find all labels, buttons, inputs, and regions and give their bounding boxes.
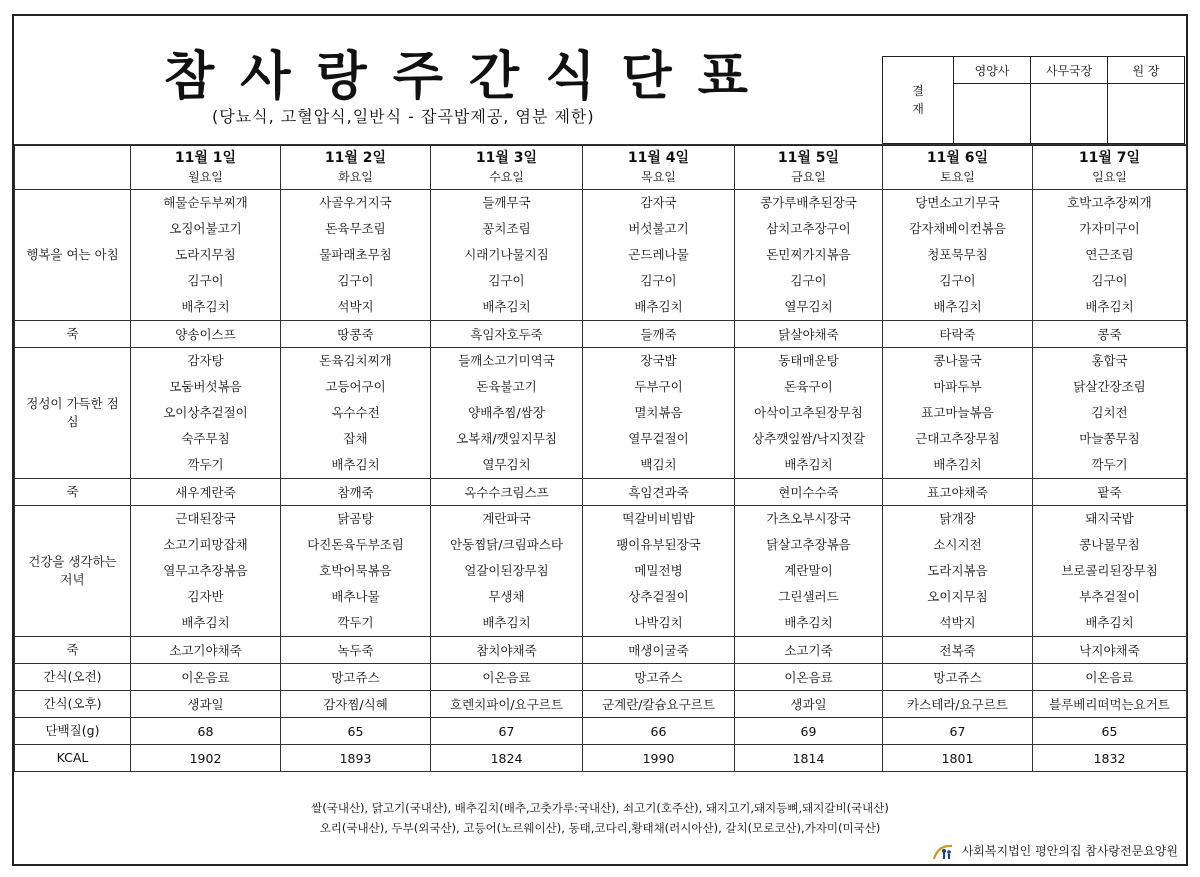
approval-role-nutritionist: 영양사 xyxy=(954,57,1031,84)
weekly-menu-table xyxy=(14,144,1187,772)
origin-line-1: 쌀(국내산), 닭고기(국내산), 배추김치(배추,고춧가루:국내산), 쇠고기(호주산), 돼지고기,돼지등뼈,돼지갈비(국내산) xyxy=(311,801,889,815)
day-of-week: 화요일 xyxy=(338,170,373,184)
menu-item: 배추김치 xyxy=(1085,299,1134,314)
meal-cell xyxy=(883,190,1033,321)
menu-cell xyxy=(281,637,431,664)
menu-cell xyxy=(281,718,431,745)
row-lunch xyxy=(15,348,1187,479)
day-date: 11월 1일 xyxy=(174,150,237,166)
meal-cell xyxy=(583,506,735,637)
menu-item: 참깨죽 xyxy=(337,485,374,500)
menu-cell xyxy=(431,745,583,772)
menu-cell xyxy=(131,745,281,772)
menu-item: 홍합국 xyxy=(1091,353,1128,368)
meal-cell xyxy=(1033,190,1187,321)
menu-item: 전복죽 xyxy=(939,643,976,658)
menu-item: 새우계란죽 xyxy=(175,485,236,500)
menu-cell xyxy=(883,479,1033,506)
row-label-text: 건강을 생각하는 저녁 xyxy=(28,554,117,587)
menu-cell xyxy=(583,745,735,772)
menu-cell xyxy=(131,718,281,745)
menu-item: 꽁치조림 xyxy=(482,221,531,236)
family-logo-icon xyxy=(932,843,958,861)
corner-cell xyxy=(15,145,131,190)
menu-cell xyxy=(431,691,583,718)
menu-item: 다진돈육두부조림 xyxy=(307,537,404,552)
menu-item: 석박지 xyxy=(337,299,374,314)
row-label-text: 죽 xyxy=(66,484,79,499)
menu-cell xyxy=(281,321,431,348)
menu-item: 숙주무침 xyxy=(181,431,230,446)
approval-box xyxy=(882,56,1185,144)
day-header-cell xyxy=(1033,145,1187,190)
row-label-text: 단백질(g) xyxy=(45,723,100,738)
menu-item: 도라지볶음 xyxy=(927,563,988,578)
menu-item: 물파래초무침 xyxy=(319,247,392,262)
menu-item: 두부구이 xyxy=(634,379,683,394)
day-of-week: 금요일 xyxy=(791,170,826,184)
menu-item: 배추김치 xyxy=(784,457,833,472)
meal-cell xyxy=(735,348,883,479)
menu-cell xyxy=(131,664,281,691)
menu-item: 옥수수전 xyxy=(331,405,380,420)
menu-cell xyxy=(735,664,883,691)
nutrition-value: 69 xyxy=(800,723,817,739)
menu-item: 김구이 xyxy=(337,273,374,288)
row-label xyxy=(15,190,131,321)
menu-item: 김구이 xyxy=(640,273,677,288)
menu-item: 멸치볶음 xyxy=(634,405,683,420)
menu-cell xyxy=(131,479,281,506)
menu-item: 생과일 xyxy=(187,697,224,712)
menu-item: 옥수수크림스프 xyxy=(464,485,549,500)
row-label xyxy=(15,718,131,745)
menu-item: 안동찜닭/크림파스타 xyxy=(450,537,563,552)
menu-item: 그린샐러드 xyxy=(778,589,839,604)
row-protein xyxy=(15,718,1187,745)
row-label xyxy=(15,637,131,664)
row-label xyxy=(15,479,131,506)
menu-item: 닭곰탕 xyxy=(337,511,374,526)
day-date: 11월 2일 xyxy=(324,150,387,166)
menu-item: 양배추찜/쌈장 xyxy=(468,405,545,420)
meal-cell xyxy=(735,190,883,321)
menu-cell xyxy=(883,321,1033,348)
menu-cell xyxy=(281,745,431,772)
menu-item: 군계란/칼슘요구르트 xyxy=(602,697,715,712)
row-label xyxy=(15,506,131,637)
approval-role-director: 원 장 xyxy=(1108,57,1185,84)
nutrition-value: 68 xyxy=(197,723,214,739)
row-label-text: 간식(오전) xyxy=(43,669,102,684)
menu-cell xyxy=(1033,664,1187,691)
menu-item: 호렌치파이/요구르트 xyxy=(450,697,563,712)
menu-item: 배추김치 xyxy=(1085,615,1134,630)
menu-item: 상추깻잎쌈/낙지젓갈 xyxy=(752,431,865,446)
menu-item: 돼지국밥 xyxy=(1085,511,1134,526)
menu-item: 타락죽 xyxy=(939,327,976,342)
menu-item: 마늘쫑무침 xyxy=(1079,431,1140,446)
menu-item: 배추김치 xyxy=(933,299,982,314)
menu-sheet xyxy=(12,14,1188,866)
menu-item: 김치전 xyxy=(1091,405,1128,420)
day-date: 11월 7일 xyxy=(1078,150,1141,166)
menu-cell xyxy=(883,718,1033,745)
menu-cell xyxy=(1033,718,1187,745)
menu-cell xyxy=(583,718,735,745)
row-label xyxy=(15,664,131,691)
menu-item: 얼갈이된장무침 xyxy=(464,563,549,578)
menu-item: 배추김치 xyxy=(784,615,833,630)
menu-item: 감자탕 xyxy=(187,353,224,368)
menu-cell xyxy=(883,637,1033,664)
menu-item: 소고기죽 xyxy=(784,643,833,658)
menu-cell xyxy=(1033,691,1187,718)
menu-item: 김구이 xyxy=(939,273,976,288)
menu-cell xyxy=(431,321,583,348)
menu-item: 닭살야채죽 xyxy=(778,327,839,342)
row-snack-am xyxy=(15,664,1187,691)
nutrition-value: 1990 xyxy=(642,750,675,766)
menu-item: 배추김치 xyxy=(634,299,683,314)
day-of-week: 수요일 xyxy=(489,170,524,184)
menu-item: 돈육무조림 xyxy=(325,221,386,236)
menu-item: 닭살간장조림 xyxy=(1073,379,1146,394)
menu-item: 깍두기 xyxy=(337,615,374,630)
day-header-cell xyxy=(583,145,735,190)
menu-item: 모둠버섯볶음 xyxy=(169,379,242,394)
menu-item: 감자찜/식혜 xyxy=(323,697,388,712)
menu-item: 녹두죽 xyxy=(337,643,374,658)
menu-item: 당면소고기무국 xyxy=(915,195,1000,210)
nutrition-value: 1902 xyxy=(189,750,222,766)
menu-item: 오복채/깻잎지무침 xyxy=(456,431,557,446)
menu-item: 깍두기 xyxy=(187,457,224,472)
menu-item: 콩나물무침 xyxy=(1079,537,1140,552)
menu-item: 망고쥬스 xyxy=(331,670,380,685)
menu-item: 오이상추겉절이 xyxy=(163,405,248,420)
menu-item: 부추겉절이 xyxy=(1079,589,1140,604)
menu-cell xyxy=(583,637,735,664)
row-label xyxy=(15,321,131,348)
menu-cell xyxy=(735,745,883,772)
menu-cell xyxy=(431,479,583,506)
meal-cell xyxy=(883,348,1033,479)
menu-item: 김구이 xyxy=(790,273,827,288)
row-breakfast xyxy=(15,190,1187,321)
menu-cell xyxy=(1033,321,1187,348)
menu-cell xyxy=(281,664,431,691)
menu-cell xyxy=(735,637,883,664)
brand-name: 사회복지법인 평안의집 참사랑전문요양원 xyxy=(961,844,1178,858)
menu-item: 마파두부 xyxy=(933,379,982,394)
menu-cell xyxy=(735,479,883,506)
menu-item: 상추겉절이 xyxy=(628,589,689,604)
menu-item: 감자채베이컨볶음 xyxy=(909,221,1006,236)
menu-item: 들깨소고기미역국 xyxy=(458,353,555,368)
meal-cell xyxy=(281,348,431,479)
menu-item: 참치야채죽 xyxy=(476,643,537,658)
row-label-text: KCAL xyxy=(56,750,89,765)
menu-cell xyxy=(1033,745,1187,772)
menu-item: 현미수수죽 xyxy=(778,485,839,500)
day-of-week: 월요일 xyxy=(188,170,223,184)
meal-cell xyxy=(583,348,735,479)
nutrition-value: 1814 xyxy=(792,750,825,766)
menu-item: 들깨죽 xyxy=(640,327,677,342)
menu-item: 삼치고추장구이 xyxy=(766,221,851,236)
menu-item: 근대고추장무침 xyxy=(915,431,1000,446)
approval-label: 결 재 xyxy=(883,57,954,144)
menu-cell xyxy=(583,664,735,691)
menu-item: 동태매운탕 xyxy=(778,353,839,368)
menu-item: 망고쥬스 xyxy=(634,670,683,685)
menu-item: 소시지전 xyxy=(933,537,982,552)
menu-item: 호박어묵볶음 xyxy=(319,563,392,578)
menu-item: 배추김치 xyxy=(482,299,531,314)
menu-item: 나박김치 xyxy=(634,615,683,630)
menu-cell xyxy=(735,718,883,745)
row-porridge3 xyxy=(15,637,1187,664)
row-label-text: 정성이 가득한 점심 xyxy=(26,396,119,429)
row-label-text: 간식(오후) xyxy=(43,696,102,711)
menu-item: 열무겉절이 xyxy=(628,431,689,446)
menu-item: 석박지 xyxy=(939,615,976,630)
menu-cell xyxy=(131,691,281,718)
menu-item: 콩나물국 xyxy=(933,353,982,368)
meal-cell xyxy=(431,190,583,321)
meal-cell xyxy=(431,348,583,479)
menu-item: 이온음료 xyxy=(482,670,531,685)
menu-item: 소고기야채죽 xyxy=(169,643,242,658)
approval-sign-manager[interactable] xyxy=(1031,84,1108,144)
meal-cell xyxy=(131,348,281,479)
menu-item: 브로콜리된장무침 xyxy=(1061,563,1158,578)
menu-cell xyxy=(281,479,431,506)
menu-cell xyxy=(583,479,735,506)
menu-item: 호박고추장찌개 xyxy=(1067,195,1152,210)
row-kcal xyxy=(15,745,1187,772)
day-date: 11월 5일 xyxy=(777,150,840,166)
menu-item: 돈육구이 xyxy=(784,379,833,394)
menu-cell xyxy=(583,691,735,718)
menu-item: 감자국 xyxy=(640,195,677,210)
menu-cell xyxy=(281,691,431,718)
row-dinner xyxy=(15,506,1187,637)
meal-cell xyxy=(883,506,1033,637)
menu-item: 양송이스프 xyxy=(175,327,236,342)
day-header-cell xyxy=(883,145,1033,190)
menu-cell xyxy=(883,664,1033,691)
menu-cell xyxy=(431,637,583,664)
menu-item: 장국밥 xyxy=(640,353,677,368)
row-porridge2 xyxy=(15,479,1187,506)
menu-cell xyxy=(883,745,1033,772)
menu-item: 열무고추장볶음 xyxy=(163,563,248,578)
menu-item: 표고마늘볶음 xyxy=(921,405,994,420)
menu-item: 백김치 xyxy=(640,457,677,472)
day-date: 11월 3일 xyxy=(475,150,538,166)
row-label xyxy=(15,691,131,718)
row-label-text: 죽 xyxy=(66,326,79,341)
menu-item: 매생이굴죽 xyxy=(628,643,689,658)
meal-cell xyxy=(131,506,281,637)
meal-cell xyxy=(1033,348,1187,479)
day-header-cell xyxy=(431,145,583,190)
day-of-week: 일요일 xyxy=(1092,170,1127,184)
menu-cell xyxy=(583,321,735,348)
menu-item: 콩죽 xyxy=(1097,327,1122,342)
menu-item: 배추김치 xyxy=(181,615,230,630)
menu-item: 오징어불고기 xyxy=(169,221,242,236)
menu-item: 닭개장 xyxy=(939,511,976,526)
nutrition-value: 1801 xyxy=(941,750,974,766)
menu-item: 열무김치 xyxy=(784,299,833,314)
approval-sign-director[interactable] xyxy=(1108,84,1185,144)
menu-cell xyxy=(883,691,1033,718)
menu-cell xyxy=(131,637,281,664)
menu-item: 돈민찌가지볶음 xyxy=(766,247,851,262)
menu-cell xyxy=(1033,637,1187,664)
menu-cell xyxy=(735,321,883,348)
menu-item: 깍두기 xyxy=(1091,457,1128,472)
menu-item: 생과일 xyxy=(790,697,827,712)
menu-item: 아삭이고추된장무침 xyxy=(754,405,863,420)
meal-cell xyxy=(735,506,883,637)
meal-cell xyxy=(1033,506,1187,637)
menu-item: 닭살고추장볶음 xyxy=(766,537,851,552)
menu-item: 팽이유부된장국 xyxy=(616,537,701,552)
menu-cell xyxy=(431,718,583,745)
menu-item: 계란말이 xyxy=(784,563,833,578)
day-header-cell xyxy=(281,145,431,190)
nutrition-value: 1824 xyxy=(490,750,523,766)
menu-item: 연근조림 xyxy=(1085,247,1134,262)
menu-item: 사골우거지국 xyxy=(319,195,392,210)
menu-item: 이온음료 xyxy=(784,670,833,685)
row-snack-pm xyxy=(15,691,1187,718)
day-header-row xyxy=(15,145,1187,190)
nutrition-value: 65 xyxy=(1101,723,1118,739)
day-date: 11월 6일 xyxy=(926,150,989,166)
nutrition-value: 66 xyxy=(650,723,667,739)
menu-item: 이온음료 xyxy=(181,670,230,685)
menu-item: 배추김치 xyxy=(482,615,531,630)
day-header-cell xyxy=(735,145,883,190)
menu-item: 팥죽 xyxy=(1097,485,1122,500)
day-of-week: 목요일 xyxy=(641,170,676,184)
menu-item: 시래기나물지짐 xyxy=(464,247,549,262)
menu-item: 돈육김치찌개 xyxy=(319,353,392,368)
header xyxy=(14,16,1186,146)
meal-cell xyxy=(431,506,583,637)
menu-item: 배추나물 xyxy=(331,589,380,604)
menu-item: 김구이 xyxy=(488,273,525,288)
menu-item: 메밀전병 xyxy=(634,563,683,578)
menu-item: 돈육불고기 xyxy=(476,379,537,394)
menu-item: 들깨무국 xyxy=(482,195,531,210)
menu-cell xyxy=(131,321,281,348)
menu-cell xyxy=(735,691,883,718)
menu-item: 곤드레나물 xyxy=(628,247,689,262)
menu-item: 배추김치 xyxy=(331,457,380,472)
menu-item: 가자미구이 xyxy=(1079,221,1140,236)
meal-cell xyxy=(583,190,735,321)
menu-item: 망고쥬스 xyxy=(933,670,982,685)
menu-item: 무생채 xyxy=(488,589,525,604)
menu-item: 김자반 xyxy=(187,589,224,604)
row-label-text: 죽 xyxy=(66,642,79,657)
menu-item: 흑임자호두죽 xyxy=(470,327,543,342)
day-date: 11월 4일 xyxy=(627,150,690,166)
menu-item: 김구이 xyxy=(187,273,224,288)
menu-item: 가츠오부시장국 xyxy=(766,511,851,526)
approval-sign-nutritionist[interactable] xyxy=(954,84,1031,144)
row-label xyxy=(15,348,131,479)
menu-item: 흑임견과죽 xyxy=(628,485,689,500)
menu-item: 잡채 xyxy=(343,431,368,446)
meal-cell xyxy=(281,506,431,637)
page-title: 참사랑주간식단표 xyxy=(164,47,774,107)
menu-cell xyxy=(1033,479,1187,506)
nutrition-value: 67 xyxy=(949,723,966,739)
menu-item: 블루베리떠먹는요거트 xyxy=(1049,697,1170,712)
origin-line-2: 오리(국내산), 두부(외국산), 고등어(노르웨이산), 동태,코다리,황태채(러시아산), 갈치(모로코산),가자미(미국산) xyxy=(319,821,881,835)
menu-item: 계란파국 xyxy=(482,511,531,526)
menu-item: 콩가루배추된장국 xyxy=(760,195,857,210)
menu-item: 배추김치 xyxy=(181,299,230,314)
nutrition-value: 1832 xyxy=(1093,750,1126,766)
footer xyxy=(14,788,1186,864)
row-label xyxy=(15,745,131,772)
menu-item: 근대된장국 xyxy=(175,511,236,526)
menu-item: 고등어구이 xyxy=(325,379,386,394)
menu-item: 표고야채죽 xyxy=(927,485,988,500)
meal-cell xyxy=(281,190,431,321)
approval-role-manager: 사무국장 xyxy=(1031,57,1108,84)
menu-item: 열무김치 xyxy=(482,457,531,472)
menu-item: 김구이 xyxy=(1091,273,1128,288)
brand xyxy=(932,842,1178,861)
page-subtitle: (당뇨식, 고혈압식,일반식 - 잡곡밥제공, 염분 제한) xyxy=(212,107,595,126)
menu-item: 소고기피망잡채 xyxy=(163,537,248,552)
menu-cell xyxy=(431,664,583,691)
menu-item: 떡갈비비빔밥 xyxy=(622,511,695,526)
menu-item: 버섯불고기 xyxy=(628,221,689,236)
row-label-text: 행복을 여는 아침 xyxy=(26,247,119,262)
menu-item: 청포묵무침 xyxy=(927,247,988,262)
menu-item: 배추김치 xyxy=(933,457,982,472)
nutrition-value: 67 xyxy=(498,723,515,739)
day-of-week: 토요일 xyxy=(940,170,975,184)
meal-cell xyxy=(131,190,281,321)
menu-item: 해물순두부찌개 xyxy=(163,195,248,210)
menu-item: 오이지무침 xyxy=(927,589,988,604)
nutrition-value: 65 xyxy=(347,723,364,739)
row-porridge1 xyxy=(15,321,1187,348)
menu-item: 도라지무침 xyxy=(175,247,236,262)
menu-item: 낙지야채죽 xyxy=(1079,643,1140,658)
menu-item: 이온음료 xyxy=(1085,670,1134,685)
nutrition-value: 1893 xyxy=(339,750,372,766)
menu-item: 땅콩죽 xyxy=(337,327,374,342)
menu-item: 카스테라/요구르트 xyxy=(907,697,1008,712)
day-header-cell xyxy=(131,145,281,190)
